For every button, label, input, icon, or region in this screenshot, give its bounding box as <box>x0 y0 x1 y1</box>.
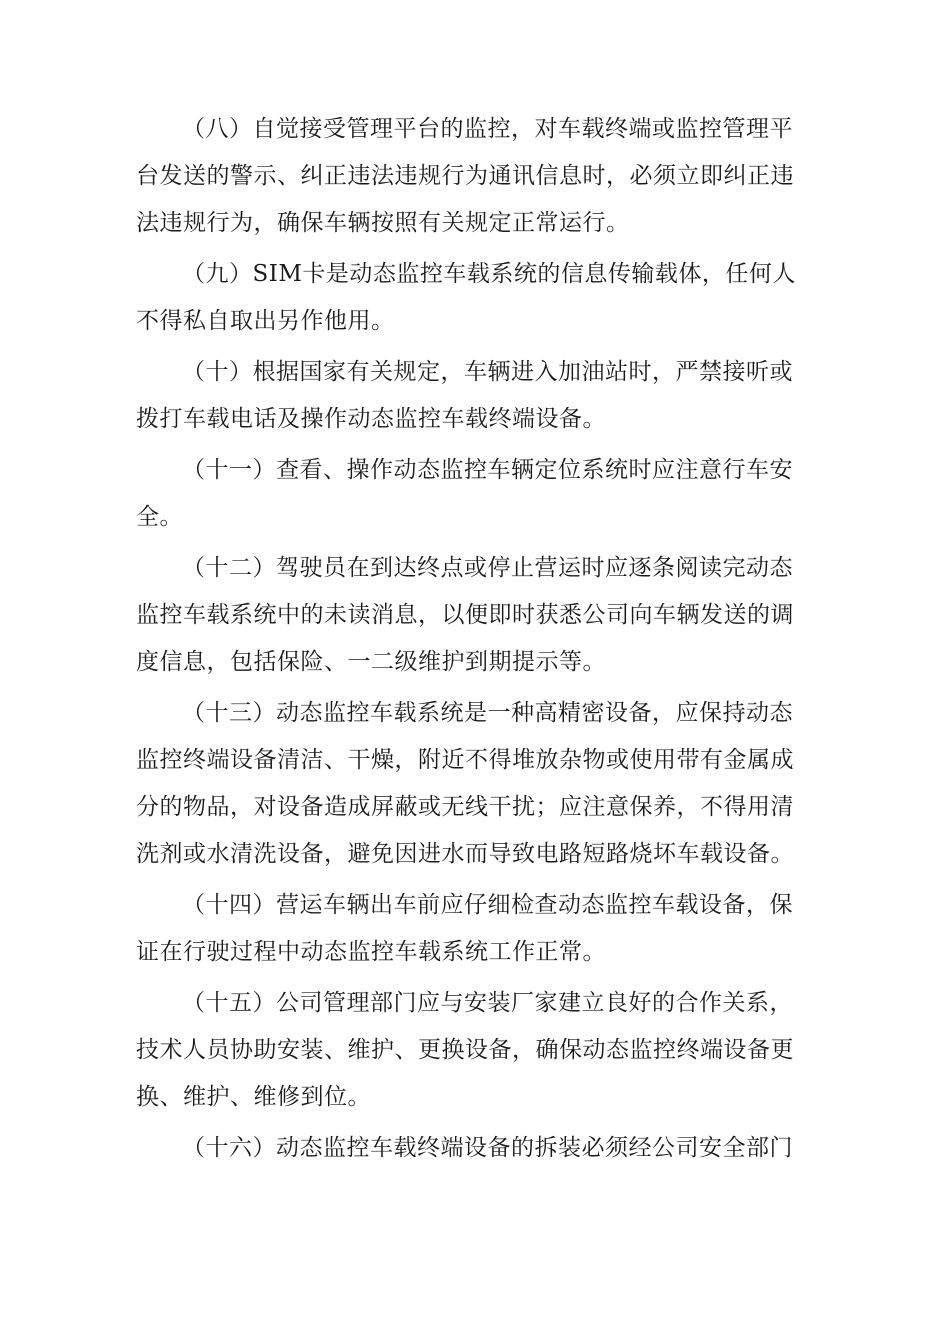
paragraph-12: （十二）驾驶员在到达终点或停止营运时应逐条阅读完动态监控车载系统中的未读消息，以便即时获悉公司向车辆发送的调度信息，包括保险、一二级维护到期提示等。 <box>136 555 794 675</box>
paragraph-10: （十）根据国家有关规定，车辆进入加油站时，严禁接听或拨打车载电话及操作动态监控车载终端设备。 <box>136 359 793 432</box>
paragraph-13: （十三）动态监控车载系统是一种高精密设备，应保持动态监控终端设备清洁、干燥，附近不得堆放杂物或使用带有金属成分的物品，对设备造成屏蔽或无线干扰；应注意保养，不得用清洗剂或水清洗设备，避免因进水而导致电路短路烧坏车载设备。 <box>136 700 794 867</box>
paragraph-9: （九）SIM卡是动态监控车载系统的信息传输载体，任何人不得私自取出另作他用。 <box>136 261 796 334</box>
paragraph-16: （十六）动态监控车载终端设备的拆装必须经公司安全部门 <box>182 1135 793 1161</box>
paragraph-15: （十五）公司管理部门应与安装厂家建立良好的合作关系，技术人员协助安装、维护、更换设备，确保动态监控终端设备更换、维护、维修到位。 <box>136 990 794 1110</box>
paragraph-8: （八）自觉接受管理平台的监控，对车载终端或监控管理平台发送的警示、纠正违法违规行为通讯信息时，必须立即纠正违法违规行为，确保车辆按照有关规定正常运行。 <box>136 116 794 236</box>
document-body <box>136 106 804 1172</box>
paragraph-14: （十四）营运车辆出车前应仔细检查动态监控车载设备，保证在行驶过程中动态监控车载系统工作正常。 <box>136 892 793 965</box>
paragraph-11: （十一）查看、操作动态监控车辆定位系统时应注意行车安全。 <box>136 457 793 530</box>
